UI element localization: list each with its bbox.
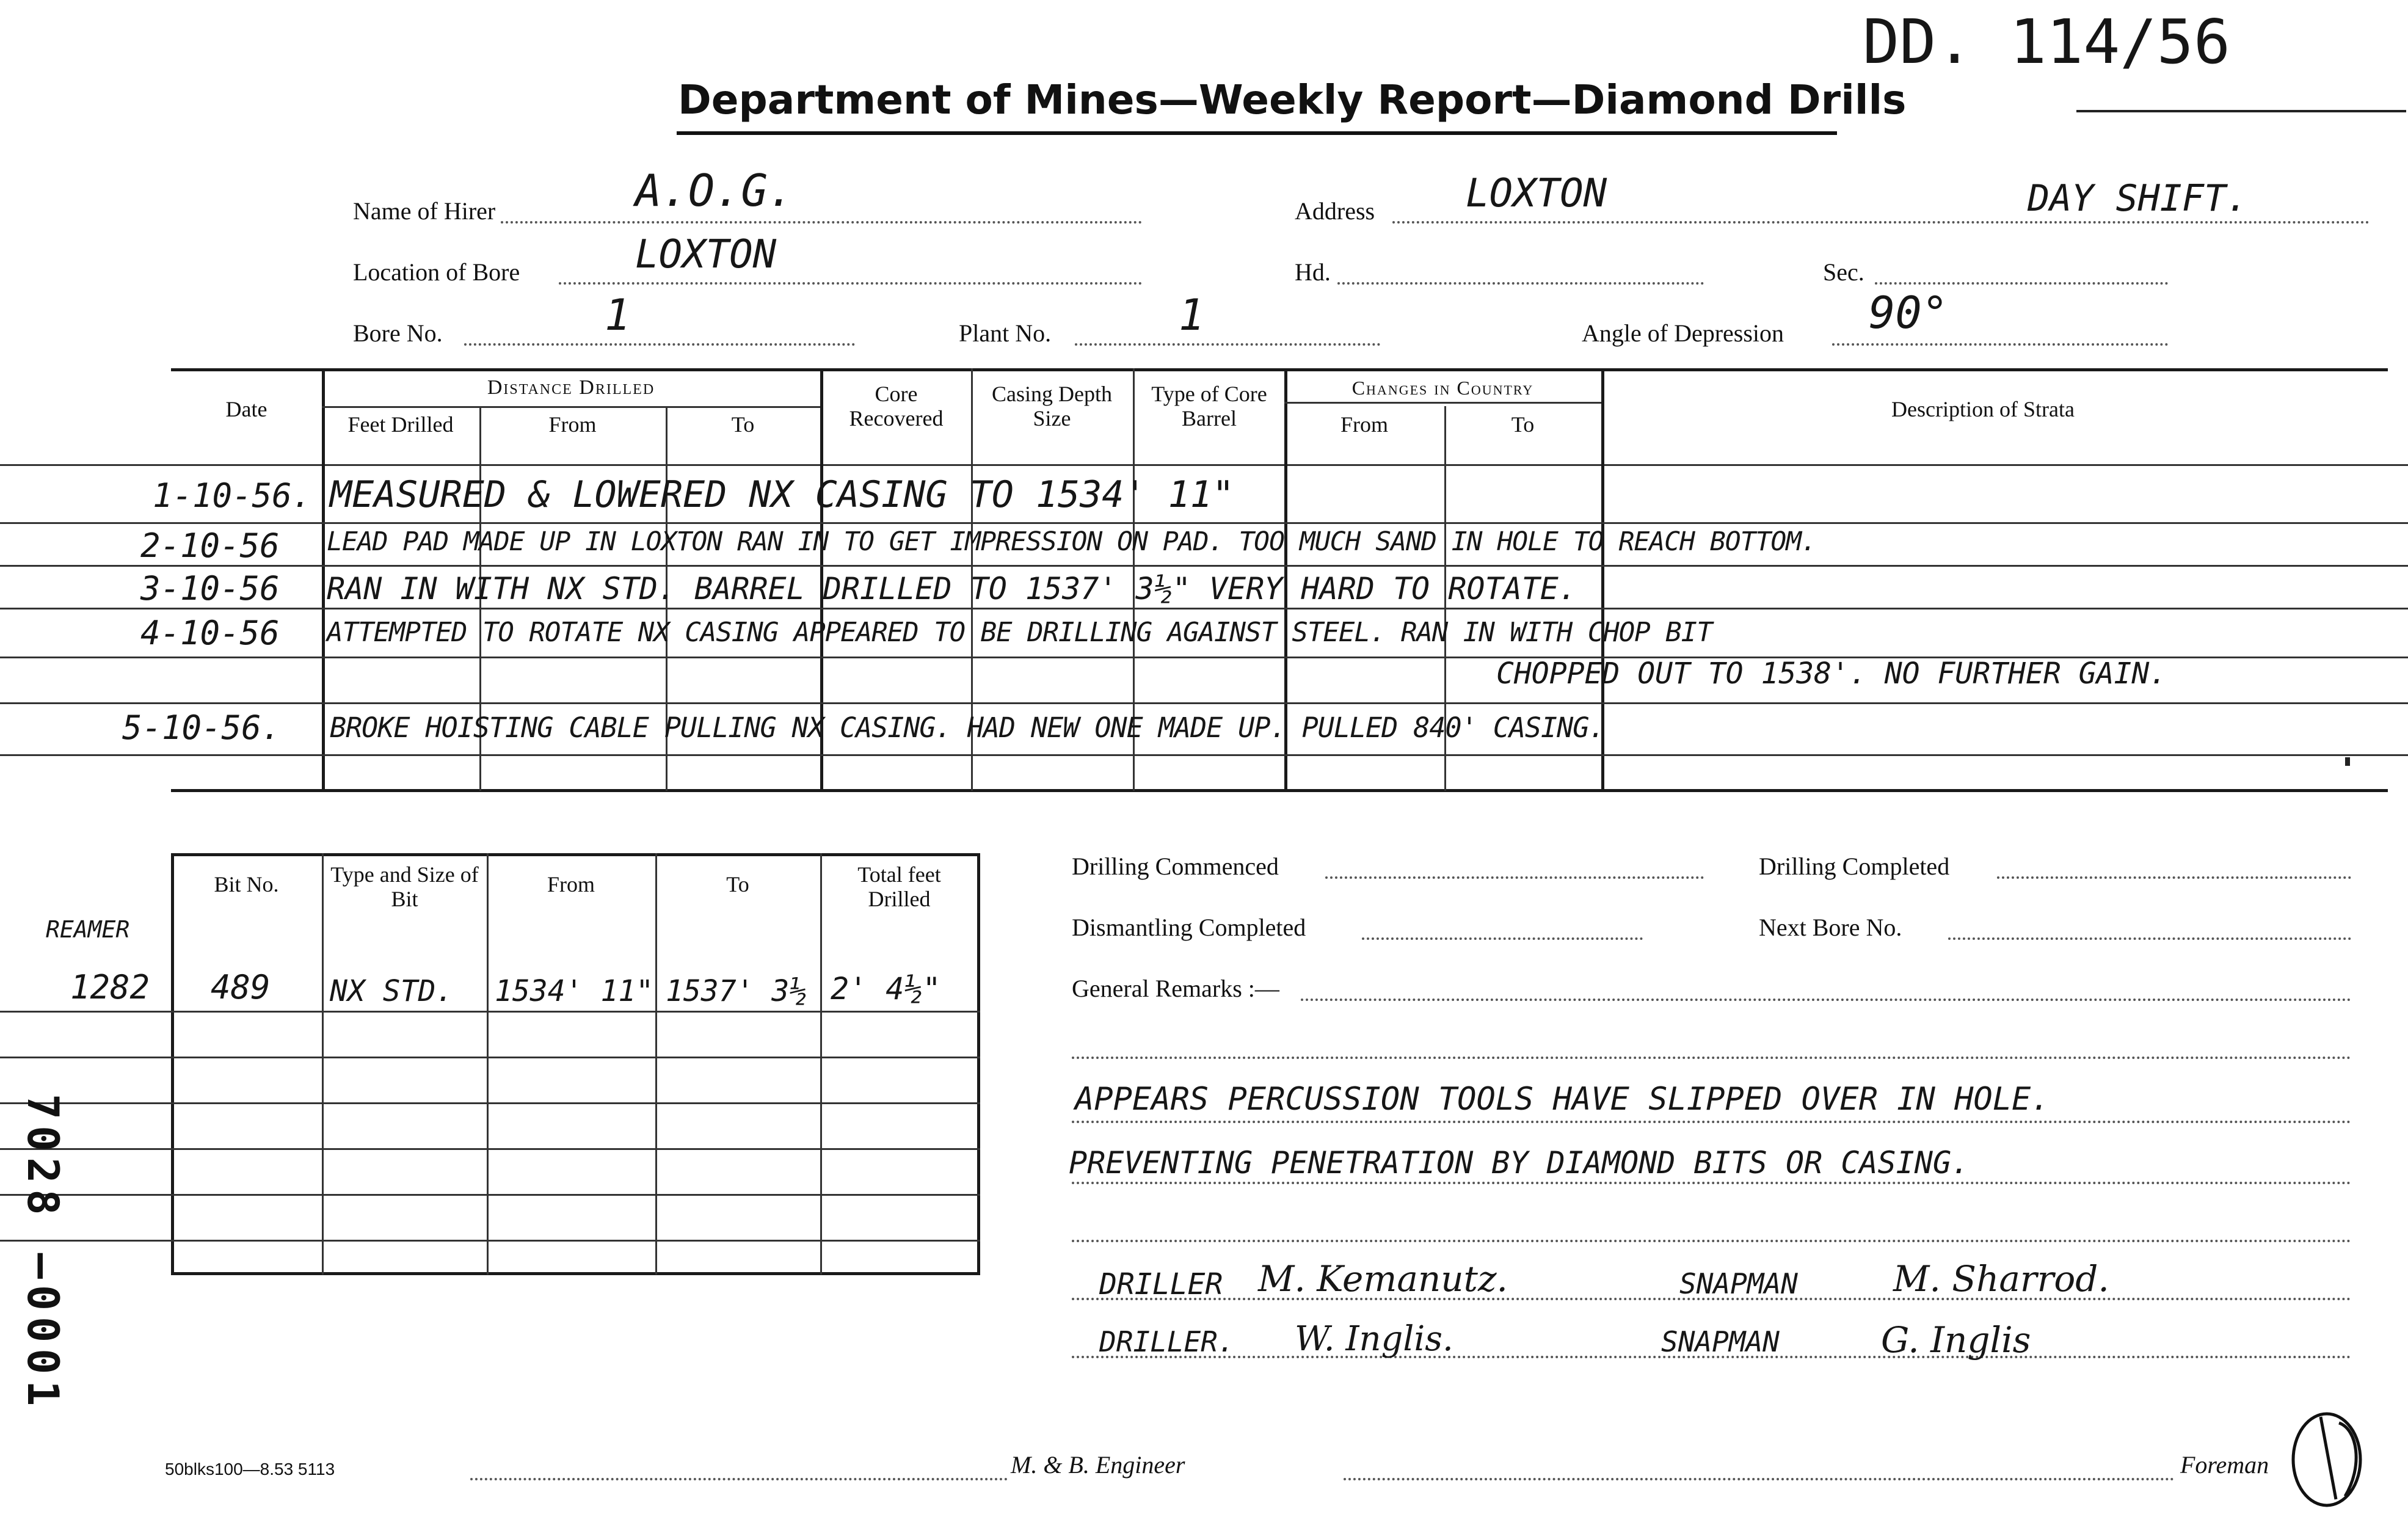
bit-row-line-6	[0, 1240, 980, 1242]
row3-date[interactable]: 3-10-56	[140, 569, 280, 608]
title-underline	[677, 131, 1837, 135]
col-from: From	[548, 412, 597, 437]
col-core-barrel: Type of Core Barrel	[1151, 382, 1267, 431]
col-feet-drilled: Feet Drilled	[347, 412, 454, 437]
driller1-signature[interactable]: M. Kemanutz.	[1258, 1258, 1508, 1300]
changes-subheader-line	[1284, 402, 1601, 404]
bore-label: Bore No.	[353, 319, 443, 347]
row5-entry[interactable]: CHOPPED OUT TO 1538'. NO FURTHER GAIN.	[1496, 657, 2167, 691]
bit-table-right	[977, 853, 980, 1275]
engineer-label: M. & B. Engineer	[1011, 1451, 1185, 1479]
plant-label: Plant No.	[959, 319, 1052, 347]
col-distance-drilled: Distance Drilled	[487, 376, 655, 399]
row1-line	[0, 522, 2408, 524]
remarks-line-0	[1301, 999, 2351, 1001]
address-line	[1392, 221, 2370, 224]
col-description: Description of Strata	[1891, 397, 2075, 421]
drilling-commenced-label: Drilling Commenced	[1072, 853, 1279, 880]
row4-date[interactable]: 4-10-56	[140, 614, 280, 652]
page-title: Department of Mines—Weekly Report—Diamond Drills	[678, 76, 1907, 123]
bit-sep-1	[322, 853, 324, 1275]
remark-line-1[interactable]: APPEARS PERCUSSION TOOLS HAVE SLIPPED OVER IN HOLE.	[1075, 1081, 2050, 1118]
row1-date[interactable]: 1-10-56.	[153, 476, 312, 515]
bit-col-to: To	[726, 872, 749, 897]
bit-table-left	[171, 853, 174, 1275]
row2-entry[interactable]: LEAD PAD MADE UP IN LOXTON RAN IN TO GET IMPRESSION ON PAD. TOO MUCH SAND IN HOLE TO REACH BOTTOM.	[327, 526, 1817, 557]
angle-line	[1832, 343, 2168, 346]
bore-line	[464, 343, 855, 346]
sec-line	[1875, 282, 2168, 285]
drilling-commenced-line	[1325, 876, 1704, 879]
next-bore-line	[1948, 937, 2351, 940]
bit-row1-to[interactable]: 1537' 3½	[666, 974, 807, 1008]
row2-date[interactable]: 2-10-56	[140, 526, 280, 565]
remark-line-2[interactable]: PREVENTING PENETRATION BY DIAMOND BITS OR CASING.	[1069, 1145, 1970, 1181]
shift-value[interactable]: DAY SHIFT.	[2028, 177, 2249, 220]
bit-row1-no[interactable]: 489	[211, 968, 271, 1006]
bit-row1-type[interactable]: NX STD.	[330, 974, 454, 1008]
bit-sep-2	[487, 853, 489, 1275]
row6-line	[0, 754, 2408, 756]
driller2-signature[interactable]: W. Inglis.	[1295, 1319, 1453, 1359]
main-table-header-bottom	[0, 464, 2408, 466]
address-value[interactable]: LOXTON	[1466, 171, 1607, 216]
reamer-label: REAMER	[46, 916, 130, 943]
next-bore-label: Next Bore No.	[1759, 914, 1902, 941]
bit-row-line-1	[0, 1011, 980, 1013]
bit-table-top	[171, 853, 980, 856]
bore-value[interactable]: 1	[605, 290, 631, 340]
drilling-completed-line	[1997, 876, 2351, 879]
sec-label: Sec.	[1823, 258, 1864, 286]
snapman1-signature[interactable]: M. Sharrod.	[1893, 1258, 2109, 1300]
reference-number: DD. 114/56	[1863, 6, 2231, 78]
hirer-value[interactable]: A.O.G.	[635, 165, 795, 216]
main-table-bottom	[171, 789, 2388, 792]
row6-entry[interactable]: BROKE HOISTING CABLE PULLING NX CASING. HAD NEW ONE MADE UP. PULLED 840' CASING.	[330, 711, 1605, 744]
dismantling-completed-label: Dismantling Completed	[1072, 914, 1306, 941]
bit-sep-4	[820, 853, 822, 1275]
remarks-line-4	[1072, 1240, 2351, 1242]
bit-row-line-2	[0, 1057, 980, 1058]
col-core-recovered: Core Recovered	[849, 382, 944, 431]
foreman-label: Foreman	[2180, 1451, 2269, 1479]
angle-label: Angle of Depression	[1582, 319, 1784, 347]
general-remarks-label: General Remarks :—	[1072, 975, 1279, 1002]
col-date: Date	[225, 397, 267, 421]
drilling-completed-label: Drilling Completed	[1759, 853, 1950, 880]
remarks-line-3	[1072, 1182, 2351, 1184]
col-changes-in-country: Changes in Country	[1351, 377, 1534, 399]
col-cc-from: From	[1340, 412, 1388, 437]
row6-date[interactable]: 5-10-56.	[122, 708, 282, 747]
bit-col-type: Type and Size of Bit	[330, 862, 479, 911]
hirer-line	[501, 221, 1142, 224]
snapman2-role: SNAPMAN	[1661, 1325, 1780, 1358]
snapman2-signature[interactable]: G. Inglis	[1881, 1319, 2031, 1361]
engineer-line	[470, 1478, 1008, 1480]
address-label: Address	[1295, 197, 1375, 225]
bit-row1-total[interactable]: 2' 4½"	[831, 971, 941, 1006]
bit-row-line-3	[0, 1102, 980, 1104]
location-line	[559, 282, 1142, 285]
bit-table-bottom	[171, 1272, 980, 1275]
hd-label: Hd.	[1295, 258, 1331, 286]
col-to: To	[731, 412, 755, 437]
angle-value[interactable]: 90°	[1869, 287, 1949, 338]
form-code: 50blks100—8.53 5113	[165, 1460, 335, 1479]
bit-row-line-5	[0, 1194, 980, 1196]
reamer-value[interactable]: 1282	[70, 968, 150, 1006]
row4-entry[interactable]: ATTEMPTED TO ROTATE NX CASING APPEARED TO BE DRILLING AGAINST STEEL. RAN IN WITH CHOP BIT	[327, 617, 1712, 648]
plant-value[interactable]: 1	[1179, 290, 1205, 340]
snapman1-role: SNAPMAN	[1679, 1267, 1798, 1300]
bit-row1-from[interactable]: 1534' 11"	[495, 974, 654, 1008]
row5-line	[0, 702, 2408, 704]
row1-entry[interactable]: MEASURED & LOWERED NX CASING TO 1534' 11"	[330, 473, 1235, 516]
col-casing: Casing Depth Size	[992, 382, 1112, 431]
distance-subheader-line	[322, 406, 820, 408]
edge-mark	[2345, 757, 2350, 766]
row3-line	[0, 608, 2408, 609]
reference-underline	[2076, 110, 2406, 112]
location-value[interactable]: LOXTON	[635, 232, 777, 277]
row2-line	[0, 565, 2408, 567]
foreman-line	[1344, 1478, 2174, 1480]
driller2-role: DRILLER.	[1099, 1325, 1235, 1358]
bit-sep-3	[655, 853, 657, 1275]
remarks-line-2	[1072, 1121, 2351, 1123]
hd-line	[1337, 282, 1704, 285]
main-table-top	[171, 368, 2388, 371]
bit-col-total: Total feet Drilled	[857, 862, 941, 911]
bit-col-from: From	[547, 872, 595, 897]
hirer-label: Name of Hirer	[353, 197, 496, 225]
remarks-line-1	[1072, 1057, 2351, 1059]
plant-line	[1075, 343, 1380, 346]
side-stamp: 7028 —0001	[18, 1094, 68, 1413]
col-cc-to: To	[1511, 412, 1535, 437]
foreman-signature-mark	[2278, 1392, 2388, 1515]
dismantling-completed-line	[1362, 937, 1643, 940]
bit-col-no: Bit No.	[214, 872, 279, 897]
driller1-role: DRILLER	[1099, 1267, 1223, 1301]
location-label: Location of Bore	[353, 258, 520, 286]
row3-entry[interactable]: RAN IN WITH NX STD. BARREL DRILLED TO 1537' 3½" VERY HARD TO ROTATE.	[327, 571, 1577, 606]
bit-row-line-4	[0, 1148, 980, 1150]
